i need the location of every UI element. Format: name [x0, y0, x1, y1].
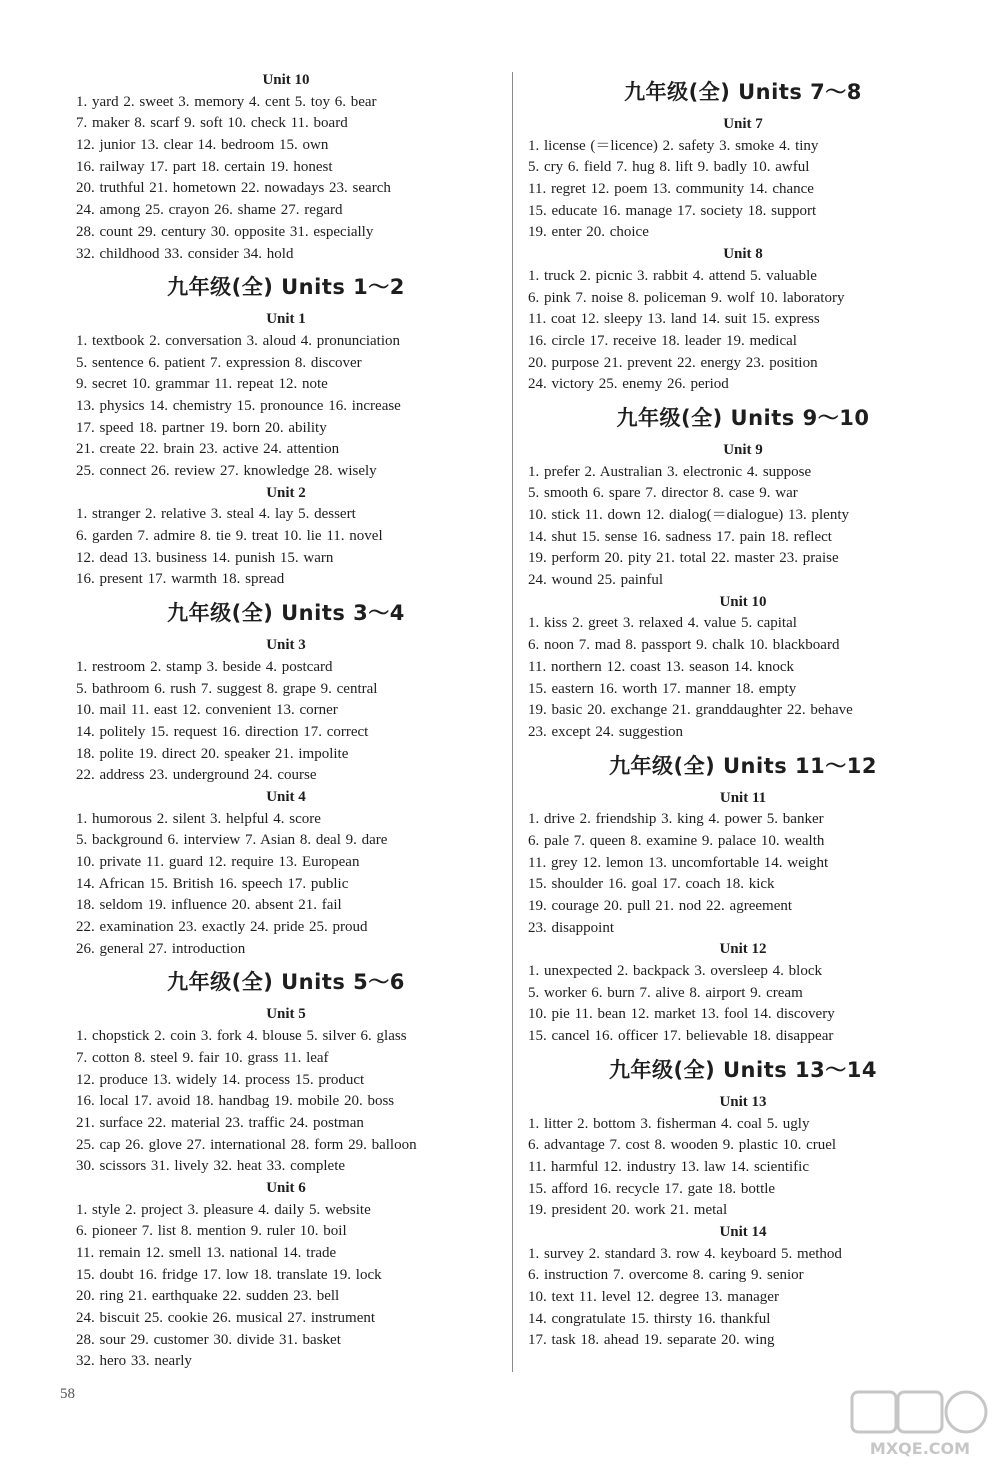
vocab-line: 1. style 2. project 3. pleasure 4. daily 5. website [76, 1201, 371, 1218]
vocab-line: 1. unexpected 2. backpack 3. oversleep 4. block [528, 963, 822, 980]
vocab-line: 20. ring 21. earthquake 22. sudden 23. bell [76, 1288, 340, 1305]
vocab-line: 24. among 25. crayon 26. shame 27. regard [76, 202, 343, 219]
unit-title: Unit 12 [719, 941, 767, 958]
section-heading: 九年级(全) Units 5～6 [167, 970, 405, 995]
unit-title: Unit 6 [266, 1179, 306, 1196]
vocab-line: 19. basic 20. exchange 21. granddaughter 22. behave [528, 702, 853, 719]
vocab-line: 11. coat 12. sleepy 13. land 14. suit 15. express [528, 311, 820, 328]
vocab-line: 18. seldom 19. influence 20. absent 21. fail [76, 897, 342, 914]
vocab-line: 7. cotton 8. steel 9. fair 10. grass 11. leaf [76, 1049, 329, 1066]
vocab-line: 5. worker 6. burn 7. alive 8. airport 9. cream [528, 984, 803, 1001]
vocab-line: 12. produce 13. widely 14. process 15. product [76, 1071, 365, 1088]
vocab-line: 1. restroom 2. stamp 3. beside 4. postcard [76, 658, 333, 675]
unit-title: Unit 11 [719, 789, 767, 806]
vocab-line: 15. cancel 16. officer 17. believable 18. disappear [528, 1028, 834, 1045]
vocab-line: 20. purpose 21. prevent 22. energy 23. position [528, 354, 818, 371]
vocab-line: 6. garden 7. admire 8. tie 9. treat 10. lie 11. novel [76, 528, 383, 545]
vocab-line: 28. count 29. century 30. opposite 31. especially [76, 223, 374, 240]
page-number: 58 [60, 1386, 75, 1402]
vocab-line: 6. pink 7. noise 8. policeman 9. wolf 10. laboratory [528, 289, 845, 306]
vocab-line: 1. humorous 2. silent 3. helpful 4. score [76, 810, 321, 827]
vocab-line: 11. harmful 12. industry 13. law 14. scientific [528, 1158, 809, 1175]
vocab-line: 14. shut 15. sense 16. sadness 17. pain 18. reflect [528, 528, 832, 545]
vocab-line: 16. local 17. avoid 18. handbag 19. mobile 20. boss [76, 1093, 395, 1110]
unit-title: Unit 14 [719, 1223, 767, 1240]
vocab-line: 32. hero 33. nearly [76, 1353, 192, 1370]
section-heading: 九年级(全) Units 9～10 [616, 405, 870, 430]
unit-title: Unit 8 [723, 246, 763, 263]
unit-title: Unit 10 [262, 72, 310, 88]
vocab-line: 1. license (＝licence) 2. safety 3. smoke 4. tiny [528, 137, 819, 154]
vocab-line: 1. stranger 2. relative 3. steal 4. lay 5. dessert [76, 506, 356, 523]
vocab-line: 15. afford 16. recycle 17. gate 18. bottle [528, 1180, 776, 1197]
vocab-line: 5. cry 6. field 7. hug 8. lift 9. badly 10. awful [528, 159, 810, 176]
unit-title: Unit 3 [266, 637, 306, 654]
vocab-line: 14. politely 15. request 16. direction 17. correct [76, 723, 369, 740]
vocab-line: 5. sentence 6. patient 7. expression 8. discover [76, 354, 362, 371]
vocab-line: 11. regret 12. poem 13. community 14. chance [528, 181, 814, 198]
unit-title: Unit 2 [266, 484, 306, 501]
column-divider [512, 72, 513, 1372]
vocab-line: 6. pioneer 7. list 8. mention 9. ruler 10. boil [76, 1223, 347, 1240]
vocab-line: 10. mail 11. east 12. convenient 13. corner [76, 702, 338, 719]
left-column [76, 70, 496, 1373]
section-heading: 九年级(全) Units 13～14 [608, 1057, 877, 1082]
vocab-line: 5. bathroom 6. rush 7. suggest 8. grape 9. central [76, 680, 378, 697]
vocab-line: 1. yard 2. sweet 3. memory 4. cent 5. toy 6. bear [76, 93, 377, 110]
vocab-line: 22. address 23. underground 24. course [76, 767, 317, 784]
vocab-line: 15. shoulder 16. goal 17. coach 18. kick [528, 876, 775, 893]
vocab-line: 30. scissors 31. lively 32. heat 33. complete [76, 1158, 346, 1175]
vocab-line: 15. doubt 16. fridge 17. low 18. translate 19. lock [76, 1266, 382, 1283]
vocab-line: 10. text 11. level 12. degree 13. manager [528, 1289, 779, 1305]
vocab-line: 19. perform 20. pity 21. total 22. master 23. praise [528, 550, 839, 567]
vocab-line: 18. polite 19. direct 20. speaker 21. impolite [76, 745, 349, 762]
section-heading: 九年级(全) Units 7～8 [624, 80, 862, 104]
vocab-line: 16. present 17. warmth 18. spread [76, 571, 285, 588]
vocab-line: 10. pie 11. bean 12. market 13. fool 14. discovery [528, 1006, 835, 1023]
vocab-line: 1. litter 2. bottom 3. fisherman 4. coal 5. ugly [528, 1115, 810, 1132]
vocab-line: 1. textbook 2. conversation 3. aloud 4. pronunciation [76, 332, 401, 349]
vocab-line: 28. sour 29. customer 30. divide 31. basket [76, 1331, 341, 1348]
vocab-line: 7. maker 8. scarf 9. soft 10. check 11. board [76, 115, 348, 132]
vocab-line: 11. northern 12. coast 13. season 14. knock [528, 658, 794, 675]
vocab-line: 26. general 27. introduction [76, 940, 246, 957]
vocab-line: 14. congratulate 15. thirsty 16. thankful [528, 1310, 771, 1327]
watermark-logo [850, 1388, 990, 1460]
vocab-line: 19. courage 20. pull 21. nod 22. agreement [528, 898, 793, 914]
vocab-line: 15. educate 16. manage 17. society 18. support [528, 202, 817, 219]
vocab-line: 17. speed 18. partner 19. born 20. ability [76, 419, 327, 436]
vocab-line: 1. truck 2. picnic 3. rabbit 4. attend 5. valuable [528, 267, 817, 284]
vocab-line: 9. secret 10. grammar 11. repeat 12. note [76, 376, 328, 393]
vocab-line: 10. private 11. guard 12. require 13. European [76, 854, 360, 870]
vocab-line: 24. wound 25. painful [528, 572, 664, 589]
vocab-line: 17. task 18. ahead 19. separate 20. wing [528, 1332, 775, 1349]
vocab-line: 21. surface 22. material 23. traffic 24. postman [76, 1114, 364, 1131]
vocab-line: 11. grey 12. lemon 13. uncomfortable 14. weight [528, 854, 829, 871]
right-column [528, 70, 958, 1352]
unit-title: Unit 13 [719, 1093, 767, 1110]
vocab-line: 23. except 24. suggestion [528, 723, 684, 740]
vocab-line: 25. connect 26. review 27. knowledge 28. wisely [76, 463, 377, 479]
section-heading: 九年级(全) Units 11～12 [608, 753, 877, 778]
vocab-line: 25. cap 26. glove 27. international 28. form 29. balloon [76, 1136, 417, 1153]
vocab-line: 14. African 15. British 16. speech 17. public [76, 875, 349, 892]
svg-text:MXQE.COM: MXQE.COM [869, 1439, 971, 1458]
vocab-line: 16. railway 17. part 18. certain 19. honest [76, 158, 333, 175]
vocab-line: 5. smooth 6. spare 7. director 8. case 9. war [528, 485, 798, 502]
section-heading: 九年级(全) Units 1～2 [167, 275, 405, 300]
vocab-line: 6. instruction 7. overcome 8. caring 9. senior [528, 1267, 804, 1284]
vocab-line: 1. drive 2. friendship 3. king 4. power 5. banker [528, 811, 824, 828]
vocab-line: 6. pale 7. queen 8. examine 9. palace 10. wealth [528, 832, 825, 849]
vocab-line: 6. noon 7. mad 8. passport 9. chalk 10. blackboard [528, 637, 840, 654]
unit-title: Unit 9 [723, 441, 763, 458]
vocab-line: 10. stick 11. down 12. dialog(＝dialogue) 13. plenty [528, 507, 849, 523]
vocab-line: 21. create 22. brain 23. active 24. attention [76, 441, 340, 458]
vocab-line: 16. circle 17. receive 18. leader 19. medical [528, 332, 797, 349]
vocab-line: 15. eastern 16. worth 17. manner 18. empty [528, 680, 797, 697]
vocab-line: 24. biscuit 25. cookie 26. musical 27. instrument [76, 1310, 376, 1327]
vocab-line: 11. remain 12. smell 13. national 14. trade [76, 1245, 337, 1261]
vocab-line: 5. background 6. interview 7. Asian 8. deal 9. dare [76, 832, 388, 849]
vocab-line: 24. victory 25. enemy 26. period [528, 376, 729, 393]
vocab-line: 13. physics 14. chemistry 15. pronounce 16. increase [76, 397, 401, 414]
vocab-line: 1. survey 2. standard 3. row 4. keyboard 5. method [528, 1245, 842, 1262]
vocab-line: 12. junior 13. clear 14. bedroom 15. own [76, 137, 329, 154]
vocab-line: 19. enter 20. choice [528, 224, 649, 241]
vocab-line: 19. president 20. work 21. metal [528, 1202, 728, 1219]
vocab-line: 6. advantage 7. cost 8. wooden 9. plastic 10. cruel [528, 1137, 837, 1154]
unit-title: Unit 7 [723, 116, 763, 132]
vocab-line: 1. kiss 2. greet 3. relaxed 4. value 5. capital [528, 615, 797, 632]
vocab-line: 1. chopstick 2. coin 3. fork 4. blouse 5. silver 6. glass [76, 1028, 407, 1045]
vocab-line: 1. prefer 2. Australian 3. electronic 4. suppose [528, 463, 812, 480]
unit-title: Unit 1 [266, 311, 306, 328]
unit-title: Unit 5 [266, 1006, 306, 1023]
vocab-line: 32. childhood 33. consider 34. hold [76, 245, 294, 262]
vocab-line: 22. examination 23. exactly 24. pride 25. proud [76, 919, 368, 936]
vocab-line: 23. disappoint [528, 919, 614, 936]
vocab-line: 20. truthful 21. hometown 22. nowadays 23. search [76, 180, 391, 197]
section-heading: 九年级(全) Units 3～4 [167, 601, 405, 626]
unit-title: Unit 4 [266, 788, 306, 805]
vocab-line: 12. dead 13. business 14. punish 15. warn [76, 549, 334, 566]
unit-title: Unit 10 [719, 593, 767, 610]
